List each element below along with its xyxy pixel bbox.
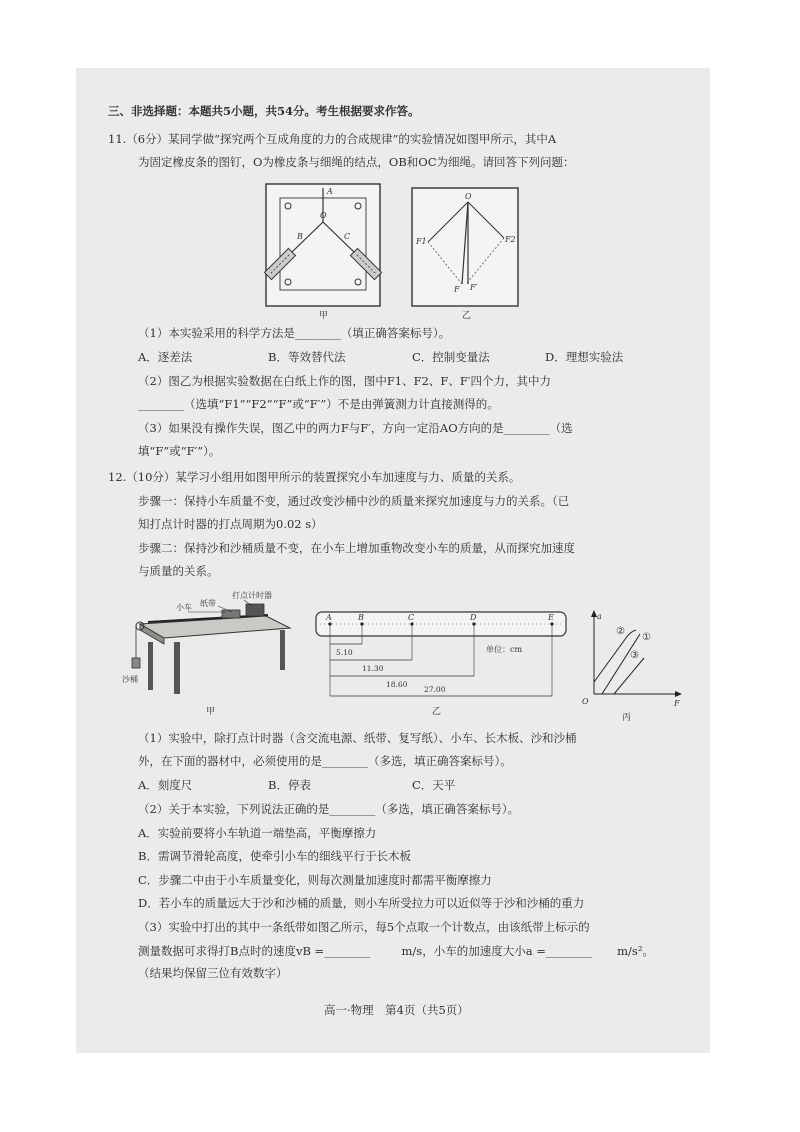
line-label: ③ (630, 650, 639, 661)
section-header: 三、非选择题：本题共5小题，共54分。考生根据要求作答。 (108, 104, 420, 118)
origin-label: O (582, 697, 589, 706)
line-label: ① (642, 632, 651, 643)
q12-option-b: B．停表 (268, 778, 311, 792)
q12-part1-line2: 外，在下面的器材中，必须使用的是________（多选，填正确答案标号）。 (138, 754, 512, 768)
q11-part3-line1: （3）如果没有操作失误，图乙中的两力F与F′，方向一定沿AO方向的是________（选 (138, 421, 573, 435)
label-b: B (297, 232, 303, 241)
q11-part2-line1: （2）图乙为根据实验数据在白纸上作的图，图中F1、F2、F、F′四个力，其中力 (138, 374, 551, 388)
q12-step1-line1: 步骤一：保持小车质量不变，通过改变沙桶中沙的质量来探究加速度与力的关系。（已 (138, 494, 570, 508)
q11-option-c: C．控制变量法 (412, 350, 490, 364)
label-timer: 打点计时器 (232, 591, 272, 600)
label-tape: 纸带 (200, 599, 216, 608)
table-leg (148, 642, 153, 690)
q12-part3-line2 (138, 944, 654, 959)
table-leg (174, 642, 180, 694)
graph-line-3 (614, 658, 644, 694)
line-label: ② (616, 626, 625, 637)
q11-figure-yi (410, 186, 522, 322)
q12-line1: 12.（10分）某学习小组用如图甲所示的装置探究小车加速度与力、质量的关系。 (108, 470, 521, 484)
label-o: O (320, 211, 327, 220)
fig-caption: 乙 (462, 311, 472, 321)
distance-ab: 5.10 (336, 648, 353, 657)
table-leg (280, 630, 285, 670)
point-label: B (358, 613, 364, 622)
point-label: D (470, 613, 477, 622)
distance-ac: 11.30 (362, 664, 384, 673)
q12-a-unit: m/s²。 (617, 944, 654, 958)
q12-a-prompt: m/s，小车的加速度大小a =________ (401, 944, 592, 958)
q12-step2-line1: 步骤二：保持沙和沙桶质量不变，在小车上增加重物改变小车的质量，从而探究加速度 (138, 541, 575, 555)
fig-caption: 丙 (622, 713, 632, 722)
q12-part2-option-d: D．若小车的质量远大于沙和沙桶的质量，则小车所受拉力可以近似等于沙和沙桶的重力 (138, 896, 585, 910)
q12-part2: （2）关于本实验，下列说法正确的是________（多选，填正确答案标号）。 (138, 802, 520, 816)
q12-option-a: A．刻度尺 (138, 778, 193, 792)
q11-line2: 为固定橡皮条的图钉，O为橡皮条与细绳的结点，OB和OC为细绳。请回答下列问题： (138, 155, 575, 169)
q12-figure-jia (118, 586, 298, 718)
bucket-icon (132, 658, 140, 668)
q12-step1-line2: 知打点计时器的打点周期为0.02 s） (138, 517, 323, 531)
q11-option-a: A．逐差法 (138, 350, 193, 364)
q11-option-d: D．理想实验法 (545, 350, 624, 364)
label-f-prime: F′ (470, 283, 478, 292)
q12-figure-yi (314, 608, 570, 718)
fig-caption: 乙 (432, 707, 442, 717)
q11-part2-line2: ________（选填“F1”“F2”“F”或“F′”）不是由弹簧测力计直接测得的。 (138, 397, 499, 411)
q11-part1: （1）本实验采用的科学方法是________（填正确答案标号）。 (138, 326, 451, 340)
unit-label: 单位：cm (486, 645, 523, 654)
page-footer: 高一·物理 第4页（共5页） (324, 1003, 469, 1017)
point-label: C (408, 613, 415, 622)
label-o: O (465, 192, 472, 201)
timer (246, 604, 264, 616)
label-bucket: 沙桶 (122, 675, 138, 684)
cart (222, 610, 240, 618)
table-top (140, 616, 290, 638)
arrow-right-icon (675, 691, 682, 697)
q12-part2-option-a: A．实验前要将小车轨道一端垫高，平衡摩擦力 (138, 826, 377, 840)
label-a: A (327, 187, 333, 196)
label-f: F (454, 285, 460, 294)
label-f1: F1 (416, 237, 427, 246)
fig-caption: 甲 (319, 311, 329, 321)
distance-ae: 27.00 (424, 685, 446, 694)
label-f2: F2 (505, 235, 516, 244)
q12-part3-note: （结果均保留三位有效数字） (138, 966, 288, 980)
axis-label-a: a (597, 612, 602, 621)
label-cart: 小车 (176, 603, 192, 612)
distance-ad: 18.60 (386, 680, 408, 689)
q11-part3-line2: 填“F”或“F′”）。 (138, 444, 221, 458)
q11-option-b: B．等效替代法 (268, 350, 346, 364)
q12-part2-option-b: B．需调节滑轮高度，使牵引小车的细线平行于长木板 (138, 849, 411, 863)
q12-part1-line1: （1）实验中，除打点计时器（含交流电源、纸带、复写纸）、小车、长木板、沙和沙桶 (138, 731, 577, 745)
q12-part3-line1: （3）实验中打出的其中一条纸带如图乙所示，每5个点取一个计数点，由该纸带上标示的 (138, 920, 590, 934)
q11-figure-jia (264, 182, 384, 322)
q12-vb-prompt: 测量数据可求得打B点时的速度vB =________ (138, 944, 371, 958)
q11-line1: 11.（6分）某同学做“探究两个互成角度的力的合成规律”的实验情况如图甲所示，其中A (108, 132, 557, 146)
q12-step2-line2: 与质量的关系。 (138, 564, 219, 578)
axis-label-f: F (674, 699, 680, 708)
label-c: C (344, 232, 351, 241)
point-label: E (548, 613, 554, 622)
q12-option-c: C．天平 (412, 778, 456, 792)
point-label: A (326, 613, 332, 622)
q12-figure-bing (574, 608, 686, 722)
q12-part2-option-c: C．步骤二中由于小车质量变化，则每次测量加速度时都需平衡摩擦力 (138, 873, 492, 887)
fig-caption: 甲 (206, 707, 216, 717)
